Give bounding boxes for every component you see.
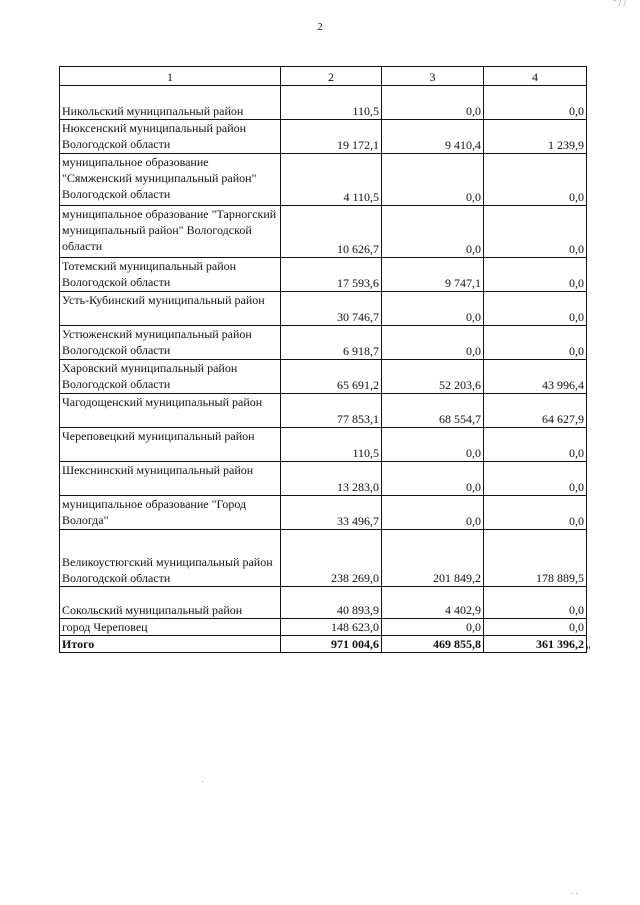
row-value-col3: 201 849,2 [382,530,484,587]
table-row [60,587,587,619]
row-name: Тотемский муниципальный район Вологодской области [60,258,281,292]
row-name: муниципальное образование "Сямженский муниципальный район" Вологодской области [60,154,281,206]
table-row [60,154,587,206]
row-value-col4: 0,0 [484,86,587,120]
row-value-col4: 0,0 [484,587,587,619]
row-value-col3: 0,0 [382,496,484,530]
budget-table [59,66,587,653]
row-value-col2: 10 626,7 [281,206,382,258]
row-value-col4: 0,0 [484,292,587,326]
row-name: Нюксенский муниципальный район Вологодской области [60,120,281,154]
row-value-col4: 0,0 [484,428,587,462]
row-value-col2: 148 623,0 [281,619,382,636]
row-name: Шекснинский муниципальный район [60,462,281,496]
row-value-col3: 9 410,4 [382,120,484,154]
table-row [60,326,587,360]
row-name: Сокольский муниципальный район [60,587,281,619]
row-value-col3: 0,0 [382,619,484,636]
row-value-col4: 178 889,5 [484,530,587,587]
row-value-col2: 40 893,9 [281,587,382,619]
row-value-col4: 0,0 [484,619,587,636]
row-value-col3: 0,0 [382,86,484,120]
row-name: Харовский муниципальный район Вологодской области [60,360,281,394]
row-name: муниципальное образование "Город Вологда" [60,496,281,530]
row-value-col3: 0,0 [382,154,484,206]
row-value-col2: 4 110,5 [281,154,382,206]
row-value-col4: 1 239,9 [484,120,587,154]
row-name: город Череповец [60,619,281,636]
row-value-col3: 9 747,1 [382,258,484,292]
table-row [60,292,587,326]
scan-speck [202,781,203,782]
row-value-col3: 0,0 [382,326,484,360]
row-value-col3: 52 203,6 [382,360,484,394]
scan-speck [572,893,573,894]
column-header-4: 4 [484,67,587,86]
row-name: Никольский муниципальный район [60,86,281,120]
table-row [60,496,587,530]
row-value-col2: 30 746,7 [281,292,382,326]
row-value-col2: 77 853,1 [281,394,382,428]
row-name: Усть-Кубинский муниципальный район [60,292,281,326]
row-value-col2: 6 918,7 [281,326,382,360]
row-name: муниципальное образование "Тарногский муниципальный район" Вологодской области [60,206,281,258]
table-header-row [60,67,587,86]
table-row [60,360,587,394]
row-value-col4: 0,0 [484,326,587,360]
total-value-col3: 469 855,8 [382,636,484,653]
table-row [60,258,587,292]
table-row [60,206,587,258]
total-value-col2: 971 004,6 [281,636,382,653]
column-header-1: 1 [60,67,281,86]
row-value-col2: 19 172,1 [281,120,382,154]
row-value-col4: 0,0 [484,206,587,258]
scan-speck [576,893,577,894]
row-value-col3: 4 402,9 [382,587,484,619]
row-value-col2: 17 593,6 [281,258,382,292]
row-value-col4: 0,0 [484,462,587,496]
row-value-col4: 0,0 [484,258,587,292]
row-value-col4: 43 996,4 [484,360,587,394]
row-value-col2: 33 496,7 [281,496,382,530]
table-row [60,428,587,462]
row-value-col2: 238 269,0 [281,530,382,587]
row-value-col4: 64 627,9 [484,394,587,428]
row-name: Череповецкий муниципальный район [60,428,281,462]
row-value-col3: 0,0 [382,462,484,496]
row-value-col3: 0,0 [382,206,484,258]
page-number: 2 [317,21,323,33]
table-row [60,619,587,636]
row-name: Великоустюгский муниципальный район Вологодской области [60,530,281,587]
row-name: Устюженский муниципальный район Вологодской области [60,326,281,360]
row-value-col4: 0,0 [484,154,587,206]
row-value-col2: 65 691,2 [281,360,382,394]
total-label: Итого [60,636,281,653]
row-value-col2: 110,5 [281,86,382,120]
row-value-col3: 0,0 [382,428,484,462]
column-header-2: 2 [281,67,382,86]
table-row [60,462,587,496]
total-row [60,636,587,653]
row-name: Чагодощенский муниципальный район [60,394,281,428]
row-value-col3: 68 554,7 [382,394,484,428]
table-row [60,86,587,120]
table-row [60,530,587,587]
table-row [60,120,587,154]
row-value-col2: 110,5 [281,428,382,462]
total-value-col4: 361 396,2 [484,636,587,653]
table-row [60,394,587,428]
row-value-col2: 13 283,0 [281,462,382,496]
column-header-3: 3 [382,67,484,86]
row-value-col3: 0,0 [382,292,484,326]
row-value-col4: 0,0 [484,496,587,530]
corner-mark: ″ / / [612,0,626,8]
closing-quote: " [586,643,591,657]
